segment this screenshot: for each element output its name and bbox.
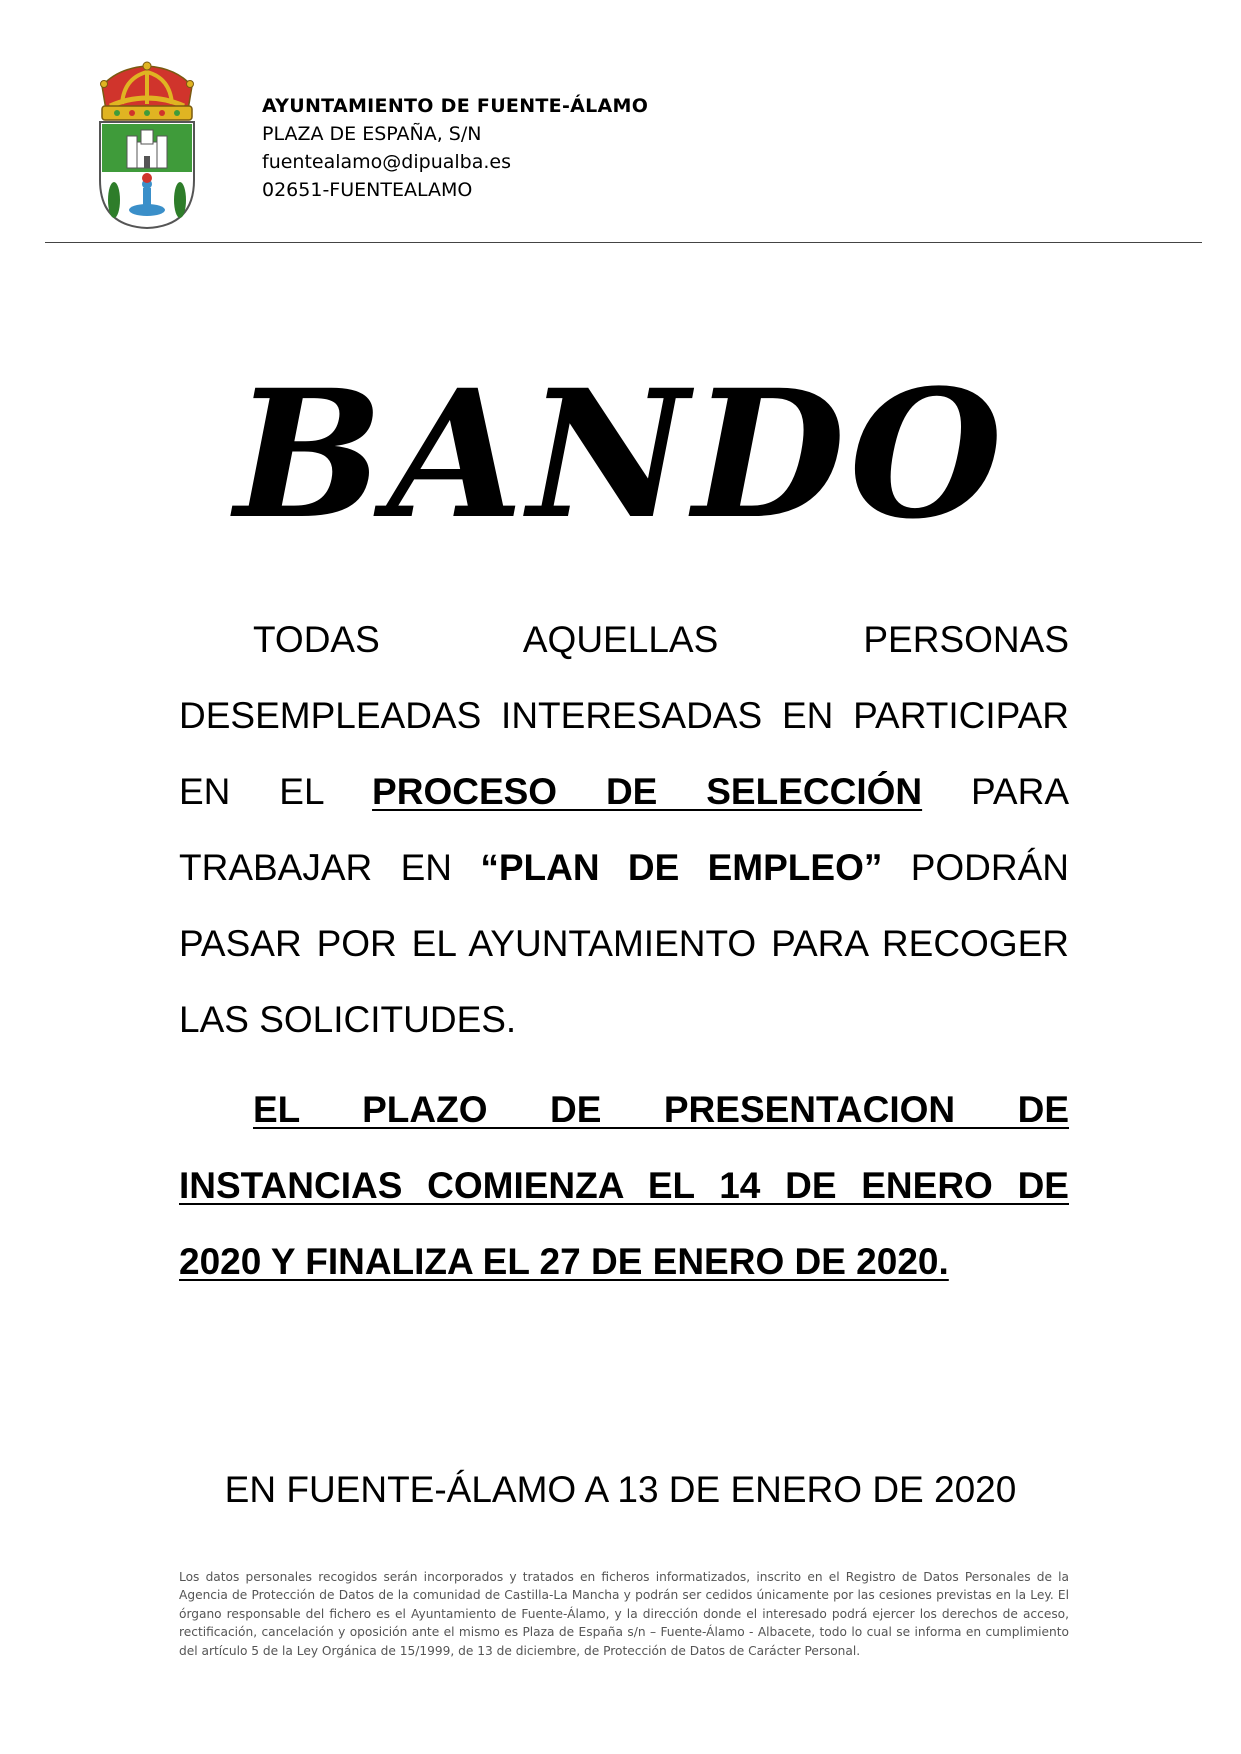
deadline-paragraph [179, 1072, 1069, 1300]
paragraph-text: PODRÁN PASAR POR EL AYUNTAMIENTO PARA RECOGER LAS SOLICITUDES. [179, 847, 1069, 1040]
paragraph-text: TODAS AQUELLAS PERSONAS DESEMPLEADAS INTERESADAS EN PARTICIPAR EN EL [179, 619, 1069, 812]
email-line: fuentealamo@dipualba.es [262, 151, 511, 173]
organization-name: AYUNTAMIENTO DE FUENTE-ÁLAMO [262, 95, 649, 117]
coat-of-arms-icon [92, 60, 202, 230]
place-date-signature: EN FUENTE-ÁLAMO A 13 DE ENERO DE 2020 [224, 1469, 1017, 1510]
deadline-text: EL PLAZO DE PRESENTACION DE INSTANCIAS COMIENZA EL 14 DE ENERO DE 2020 Y FINALIZA EL 27 DE ENERO DE 2020. [179, 1089, 1069, 1282]
header-divider [45, 242, 1202, 243]
announcement-paragraph [179, 602, 1069, 1058]
emphasis-selection-process: PROCESO DE SELECCIÓN [372, 771, 923, 812]
address-line: PLAZA DE ESPAÑA, S/N [262, 123, 482, 145]
crown-icon [101, 62, 194, 120]
header-address-block [262, 92, 648, 204]
postal-line: 02651-FUENTEALAMO [262, 179, 473, 201]
page-title: BANDO [234, 351, 1007, 558]
announcement-body [179, 602, 1069, 1300]
paragraph-text: PARA TRABAJAR EN [179, 771, 1069, 888]
shield-icon [100, 122, 194, 228]
privacy-notice: Los datos personales recogidos serán incorporados y tratados en ficheros informatizados, inscrito en el Registro de Datos Personales de la Agencia de Protección de Datos de la comunidad de Castilla-La Mancha y podrán ser cedidos únicamente por las cesiones previstas en la Ley. El órgano responsable del fichero es el Ayuntamiento de Fuente-Álamo, y la dirección donde el interesado podrá ejercer los derechos de acceso, rectificación, cancelación y oposición ante el mismo es Plaza de España s/n – Fuente-Álamo - Albacete, todo lo cual se informa en cumplimiento del artículo 5 de la Ley Orgánica de 15/1999, de 13 de diciembre, de Protección de Datos de Carácter Personal. [179, 1570, 1069, 1658]
emphasis-plan-empleo: “PLAN DE EMPLEO” [480, 847, 883, 888]
